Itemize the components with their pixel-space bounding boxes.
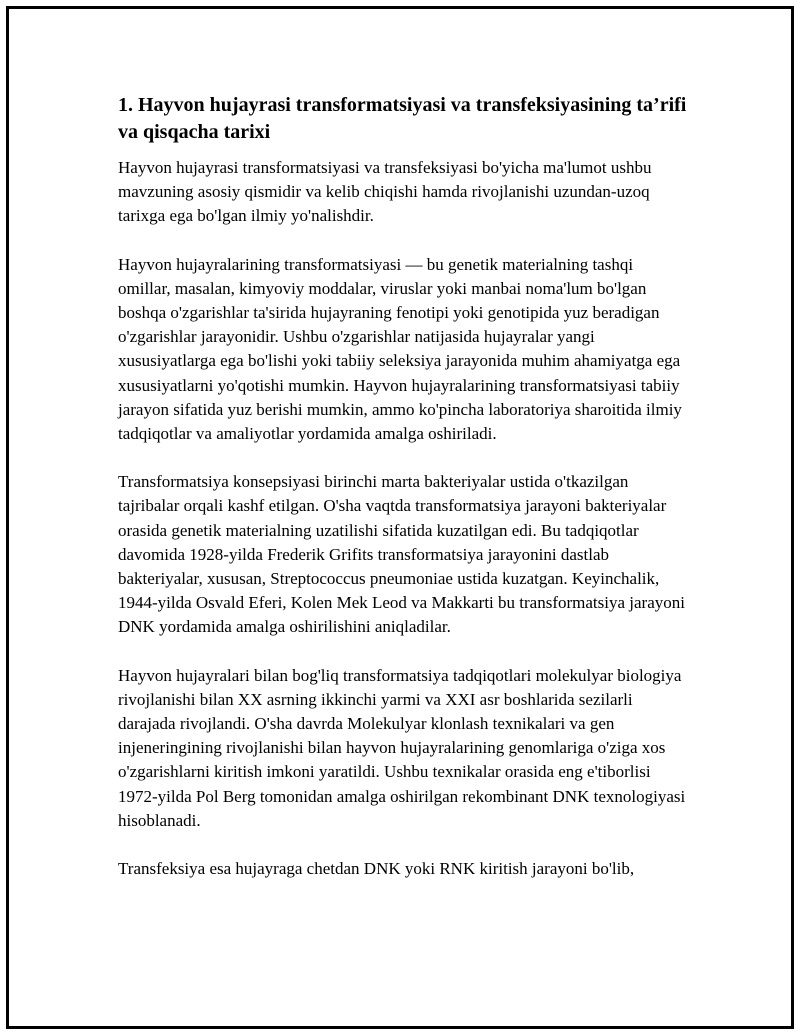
paragraph-intro: Hayvon hujayrasi transformatsiyasi va transfeksiyasi bo'yicha ma'lumot ushbu mavzuning asosiy qismidir va kelib chiqishi hamda rivojlanishi uzundan-uzoq tarixga ega bo'lgan ilmiy yo'nalishdir. bbox=[118, 158, 652, 226]
paragraph-transfection: Transfeksiya esa hujayraga chetdan DNK yoki RNK kiritish jarayoni bo'lib, bbox=[118, 859, 635, 879]
paragraph-transformation-history: Transformatsiya konsepsiyasi birinchi marta bakteriyalar ustida o'tkazilgan tajribalar orqali kashf etilgan. O'sha vaqtda transformatsiya jarayoni bakteriyalar orasida genetik materialning uzatilishi sifatida kuzatilgan edi. Bu tadqiqotlar davomida 1928-yilda Frederik Grifits transformatsiya jarayonini dastlab bakteriyalar, xususan, Streptococcus pneumoniae ustida kuzatgan. Keyinchalik, 1944-yilda Osvald Eferi, Kolen Mek Leod va Makkarti bu transformatsiya jarayoni DNK yordamida amalga oshirilishini aniqladilar. bbox=[118, 472, 685, 637]
paragraph-transformation-definition: Hayvon hujayralarining transformatsiyasi — bu genetik materialning tashqi omillar, masalan, kimyoviy moddalar, viruslar yoki manbai noma'lum bo'lgan boshqa o'zgarishlar ta'sirida hujayraning fenotipi yoki genotipida yuz beradigan o'zgarishlar jarayonidir. Ushbu o'zgarishlar natijasida hujayralar yangi xususiyatlarga ega bo'lishi yoki tabiiy seleksiya jarayonida muhim ahamiyatga ega xususiyatlarni yo'qotishi mumkin. Hayvon hujayralarining transformatsiyasi tabiiy jarayon sifatida yuz berishi mumkin, ammo ko'pincha laboratoriya sharoitida ilmiy tadqiqotlar va amaliyotlar yordamida amalga oshiriladi. bbox=[118, 254, 682, 444]
paragraph-molecular-biology: Hayvon hujayralari bilan bog'liq transformatsiya tadqiqotlari molekulyar biologiya rivojlanishi bilan XX asrning ikkinchi yarmi va XXI asr boshlarida sezilarli darajada rivojlandi. O'sha davrda Molekulyar klonlash texnikalari va gen injeneringining rivojlanishi bilan hayvon hujayralarining genomlariga o'ziga xos o'zgarishlarni kiritish imkoni yaratildi. Ushbu texnikalar orasida eng e'tiborlisi 1972-yilda Pol Berg tomonidan amalga oshirilgan rekombinant DNK texnologiyasi hisoblanadi. bbox=[118, 665, 686, 830]
section-heading: 1. Hayvon hujayrasi transformatsiyasi va transfeksiyasining ta’rifi va qisqacha tarixi bbox=[118, 94, 687, 143]
document-body bbox=[118, 92, 688, 905]
